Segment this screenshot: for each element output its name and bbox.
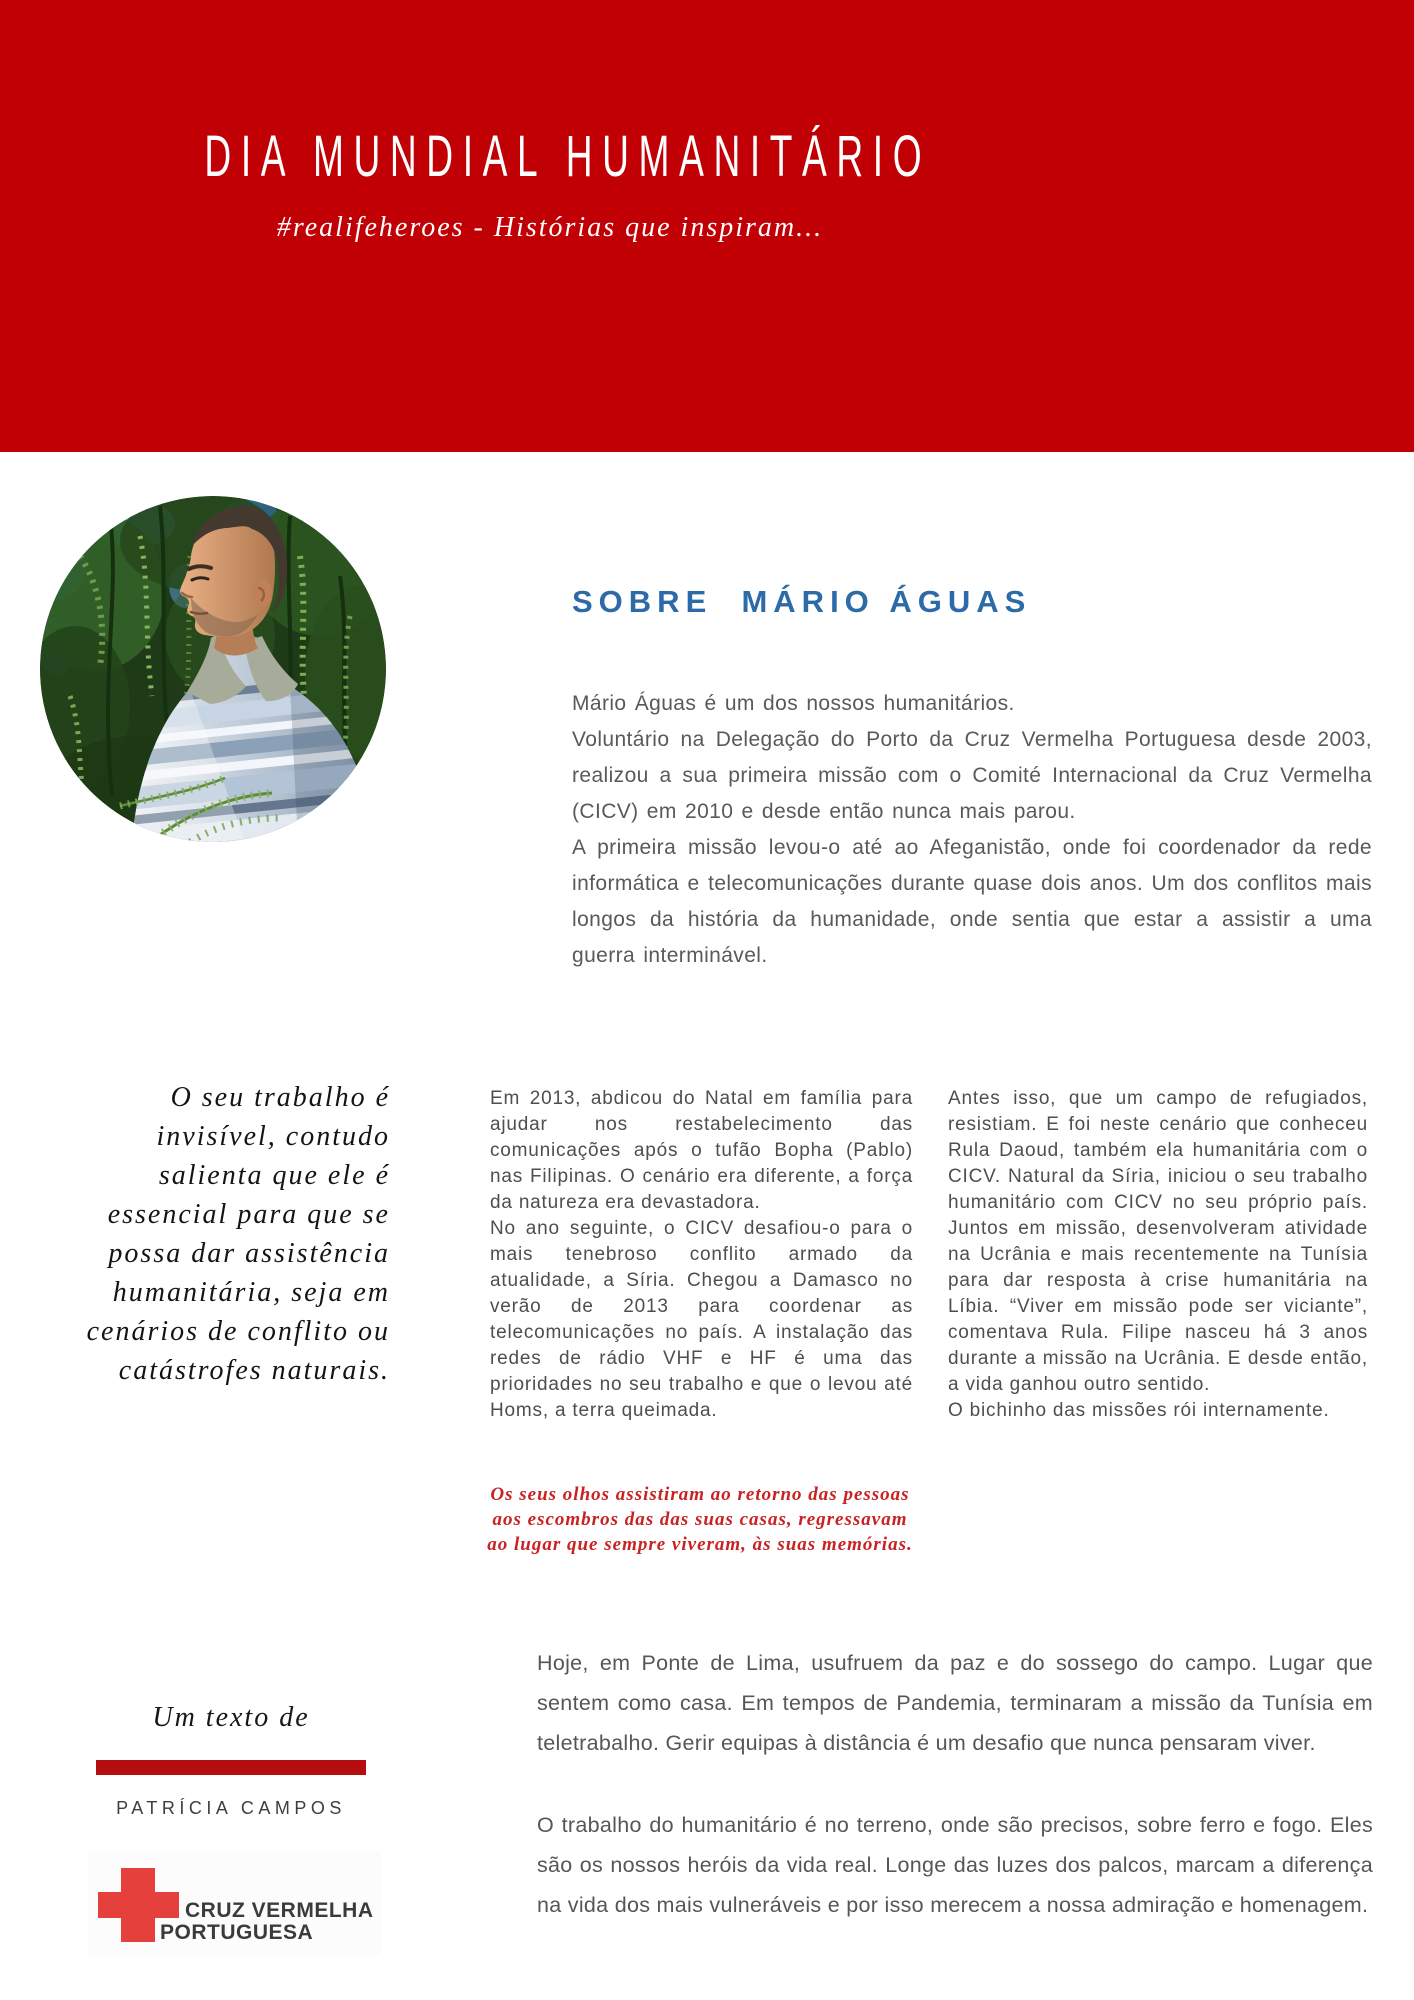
page-title-text: DIA MUNDIAL HUMANITÁRIO: [204, 124, 932, 189]
cruz-vermelha-portuguesa-logo: [88, 1851, 381, 1955]
about-paragraph: Mário Águas é um dos nossos humanitários.: [572, 692, 1015, 715]
about-paragraph: A primeira missão levou-o até ao Afeganistão, onde foi coordenador da rede informática e telecomunicações durante quase dois anos. Um dos conflitos mais longos da história da humanidade, onde sentia que estar a assistir a uma guerra interminável.: [572, 836, 1372, 967]
closing-paragraph: O trabalho do humanitário é no terreno, onde são precisos, sobre ferro e fogo. Eles são os nossos heróis da vida real. Longe das luzes dos palcos, marcam a diferença na vida dos mais vulneráveis e por isso merecem a nossa admiração e homenagem.: [537, 1813, 1373, 1917]
column-paragraph: Antes isso, que um campo de refugiados, resistiam. E foi neste cenário que conheceu Rula Daoud, também ela humanitária com o CICV. Natural da Síria, iniciou o seu trabalho humanitário com CICV no seu próprio país. Juntos em missão, desenvolveram atividade na Ucrânia e mais recentemente na Tunísia para dar resposta à crise humanitária na Líbia. “Viver em missão pode ser viciante”, comentava Rula. Filipe nasceu há 3 anos durante a missão na Ucrânia. E desde então, a vida ganhou outro sentido.: [948, 1088, 1368, 1395]
closing-paragraph: Hoje, em Ponte de Lima, usufruem da paz e do sossego do campo. Lugar que sentem como casa. Em tempos de Pandemia, terminaram a missão da Tunísia em teletrabalho. Gerir equipas à distância é um desafio que nunca pensaram viver.: [537, 1651, 1373, 1755]
column-paragraph: Em 2013, abdicou do Natal em família para ajudar nos restabelecimento das comunicações após o tufão Bopha (Pablo) nas Filipinas. O cenário era diferente, a força da natureza era devastadora.: [490, 1088, 913, 1213]
red-divider-bar: [96, 1760, 366, 1775]
credit-label: Um texto de: [152, 1702, 310, 1733]
column-paragraph: No ano seguinte, o CICV desafiou-o para o mais tenebroso conflito armado da atualidade, a Síria. Chegou a Damasco no verão de 2013 para coordenar as telecomunicações no país. A instalação das redes de rádio VHF e HF é uma das prioridades no seu trabalho e que o levou até Homs, a terra queimada.: [490, 1218, 913, 1421]
pull-quote: O seu trabalho é invisível, contudo salienta que ele é essencial para que se possa dar assistência humanitária, seja em cenários de conflito ou catástrofes naturais.: [86, 1082, 390, 1386]
credit-author: PATRÍCIA CAMPOS: [116, 1798, 346, 1818]
column-paragraph: O bichinho das missões rói internamente.: [948, 1400, 1330, 1421]
banner-inner: [0, 0, 1100, 244]
about-paragraphs: [572, 686, 1372, 974]
body-column-right: [948, 1086, 1368, 1424]
portrait-illustration: [40, 496, 386, 842]
author-credit: [85, 1702, 377, 1819]
about-paragraph: Voluntário na Delegação do Porto da Cruz Vermelha Portuguesa desde 2003, realizou a sua primeira missão com o Comité Internacional da Cruz Vermelha (CICV) em 2010 e desde então nunca mais parou.: [572, 728, 1372, 823]
section-title-sobre: SOBRE MÁRIO ÁGUAS: [572, 584, 1032, 619]
portrait-photo: [40, 496, 386, 842]
red-cross-icon: [98, 1892, 179, 1918]
body-column-left: [490, 1086, 913, 1424]
page-title: [0, 124, 1100, 189]
header-banner: [0, 0, 1414, 452]
red-quote: Os seus olhos assistiram ao retorno das pessoas aos escombros das das suas casas, regressavam ao lugar que sempre viveram, às suas memórias.: [487, 1484, 913, 1555]
logo-text-line1: CRUZ VERMELHA: [185, 1899, 374, 1922]
page-subtitle: #realifeheroes - Histórias que inspiram...: [276, 212, 824, 243]
logo-text-line2: PORTUGUESA: [160, 1921, 314, 1944]
closing-paragraphs: [537, 1643, 1373, 1925]
